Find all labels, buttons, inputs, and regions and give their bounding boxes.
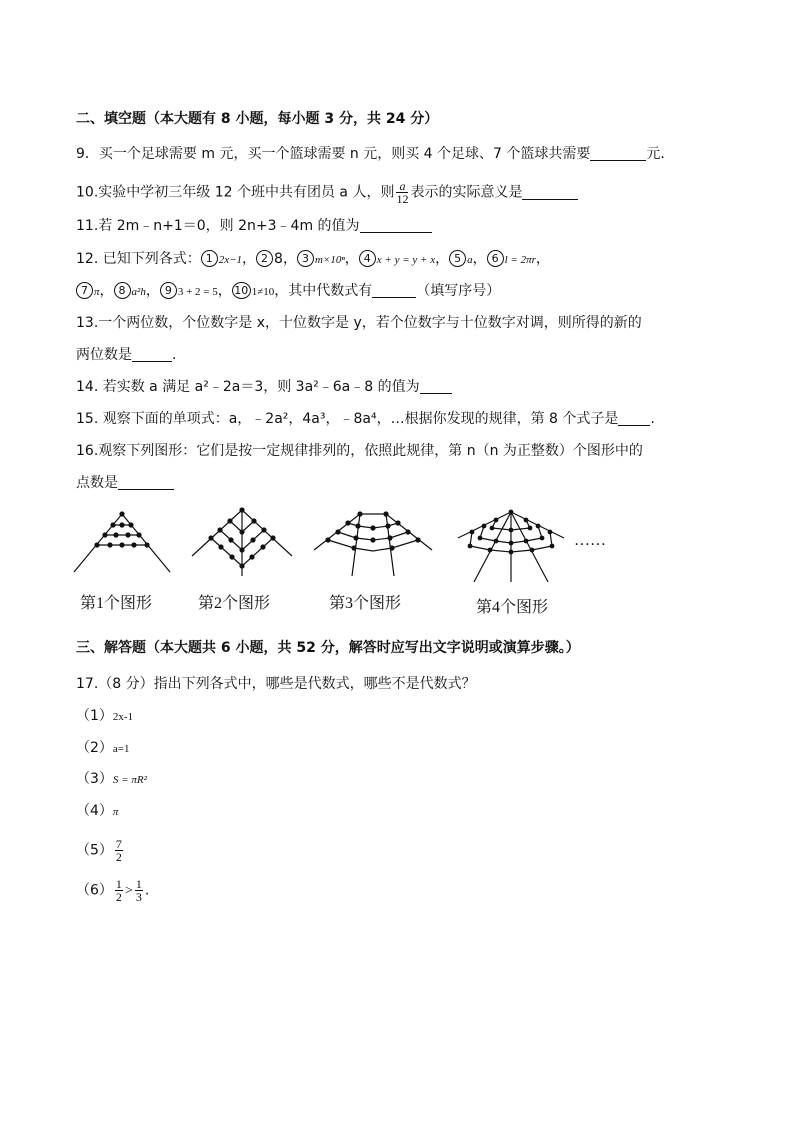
q10-prefix: 10.实验中学初三年级 12 个班中共有团员 a 人，则	[76, 184, 395, 201]
q12-prefix: 12. 已知下列各式：	[76, 251, 201, 267]
answer-blank[interactable]	[118, 473, 174, 490]
q17-item-4: （4）π	[76, 803, 119, 819]
fraction-a-over-12: $\frac{a}{12}$	[396, 179, 409, 206]
q17-item-6: （6） $\frac{1}{2}$ > $\frac{1}{3}$ .	[76, 877, 150, 904]
question-13-line1: 13.一个两位数，个位数字是 x，十位数字是 y，若个位数字与十位数字对调，则所得的新的	[76, 315, 642, 331]
question-17-title: 17.（8 分）指出下列各式中，哪些是代数式，哪些不是代数式？	[76, 676, 476, 692]
figure-label-1: 第1个图形	[80, 595, 153, 612]
expr-4: x + y = y + x	[376, 254, 436, 266]
answer-blank[interactable]	[618, 409, 650, 426]
figure-label-2: 第2个图形	[198, 595, 271, 612]
question-15: 15. 观察下面的单项式：a，﹣2a²，4a³，﹣8a⁴，…根据你发现的规律，第 8 个式子是 .	[76, 411, 655, 427]
pattern-figure-1	[72, 506, 172, 576]
figure-label-4: 第4个图形	[476, 599, 549, 616]
pattern-figure-2	[190, 506, 294, 578]
circled-number: 4	[359, 250, 376, 267]
fraction-1-over-3: $\frac{1}{3}$	[135, 877, 142, 904]
fraction-7-over-2: $\frac{7}{2}$	[115, 837, 122, 864]
circled-number: 3	[297, 250, 314, 267]
answer-blank[interactable]	[360, 216, 432, 233]
expr-9: 3 + 2 = 5	[177, 286, 218, 298]
circled-number: 9	[160, 282, 177, 299]
circled-number: 2	[256, 250, 273, 267]
q9-suffix: 元．	[646, 146, 675, 162]
section2-title: 二、填空题（本大题有 8 小题，每小题 3 分，共 24 分）	[76, 111, 439, 127]
q17-item-3: （3）S = πR²	[76, 771, 147, 787]
expr-10: 1≠10	[251, 286, 275, 298]
circled-number: 10	[232, 282, 251, 299]
circled-number: 8	[114, 282, 131, 299]
answer-blank[interactable]	[590, 144, 646, 161]
circled-number: 7	[76, 282, 93, 299]
question-14: 14. 若实数 a 满足 a²﹣2a＝3，则 3a²﹣6a﹣8 的值为	[76, 377, 452, 397]
q17-item-2: （2）a=1	[76, 740, 130, 756]
q12-hint: （填写序号）	[416, 283, 501, 299]
q9-text: 9．买一个足球需要 m 元，买一个篮球需要 n 元，则买 4 个足球、7 个篮球共需要	[76, 146, 591, 162]
section3-title: 三、解答题（本大题共 6 小题，共 52 分，解答时应写出文字说明或演算步骤。）	[76, 640, 580, 656]
expr-3: m×10ⁿ	[314, 254, 345, 266]
answer-blank[interactable]	[132, 345, 172, 362]
circled-number: 1	[201, 250, 218, 267]
answer-blank[interactable]	[420, 377, 452, 394]
q17-item-1: （1）2x-1	[76, 708, 134, 724]
question-13-line2: 两位数是 .	[76, 347, 177, 363]
answer-blank[interactable]	[372, 281, 416, 298]
question-16-line1: 16.观察下列图形：它们是按一定规律排列的，依照此规律，第 n（n 为正整数）个图形中的	[76, 443, 643, 459]
expr-6: l = 2πr	[504, 254, 536, 266]
expr-5: a	[467, 254, 473, 266]
question-12-line2: 7 π， 8 a²h， 9 3 + 2 = 5， 10 1≠10，其中代数式有 （填写序号）	[76, 281, 500, 302]
circled-number: 5	[449, 250, 466, 267]
question-11	[76, 216, 432, 236]
q10-suffix: 表示的实际意义是	[410, 184, 523, 201]
expr-8: a²h	[131, 286, 146, 298]
fraction-1-over-2: $\frac{1}{2}$	[115, 877, 122, 904]
figure-label-3: 第3个图形	[329, 595, 402, 612]
question-10	[76, 180, 578, 205]
question-9	[76, 144, 674, 164]
q11-text: 11.若 2m﹣n+1＝0，则 2n+3﹣4m 的值为	[76, 218, 360, 234]
ellipsis: ……	[574, 532, 606, 549]
circled-number: 6	[487, 250, 504, 267]
expr-1: 2x−1	[218, 254, 243, 266]
pattern-figure-4	[456, 508, 566, 584]
question-16-line2: 点数是	[76, 473, 174, 493]
q12-suffix: 其中代数式有	[288, 283, 373, 299]
expr-2: 8	[274, 251, 283, 267]
q17-item-5: （5） $\frac{7}{2}$	[76, 837, 122, 864]
pattern-figure-3	[312, 508, 434, 578]
expr-7: π	[94, 286, 100, 298]
answer-blank[interactable]	[522, 183, 578, 200]
question-12-line1: 12. 已知下列各式： 1 2x−1， 2 8， 3 m×10ⁿ， 4 x + y = y + x， 5 a， 6 l = 2πr，	[76, 251, 550, 267]
